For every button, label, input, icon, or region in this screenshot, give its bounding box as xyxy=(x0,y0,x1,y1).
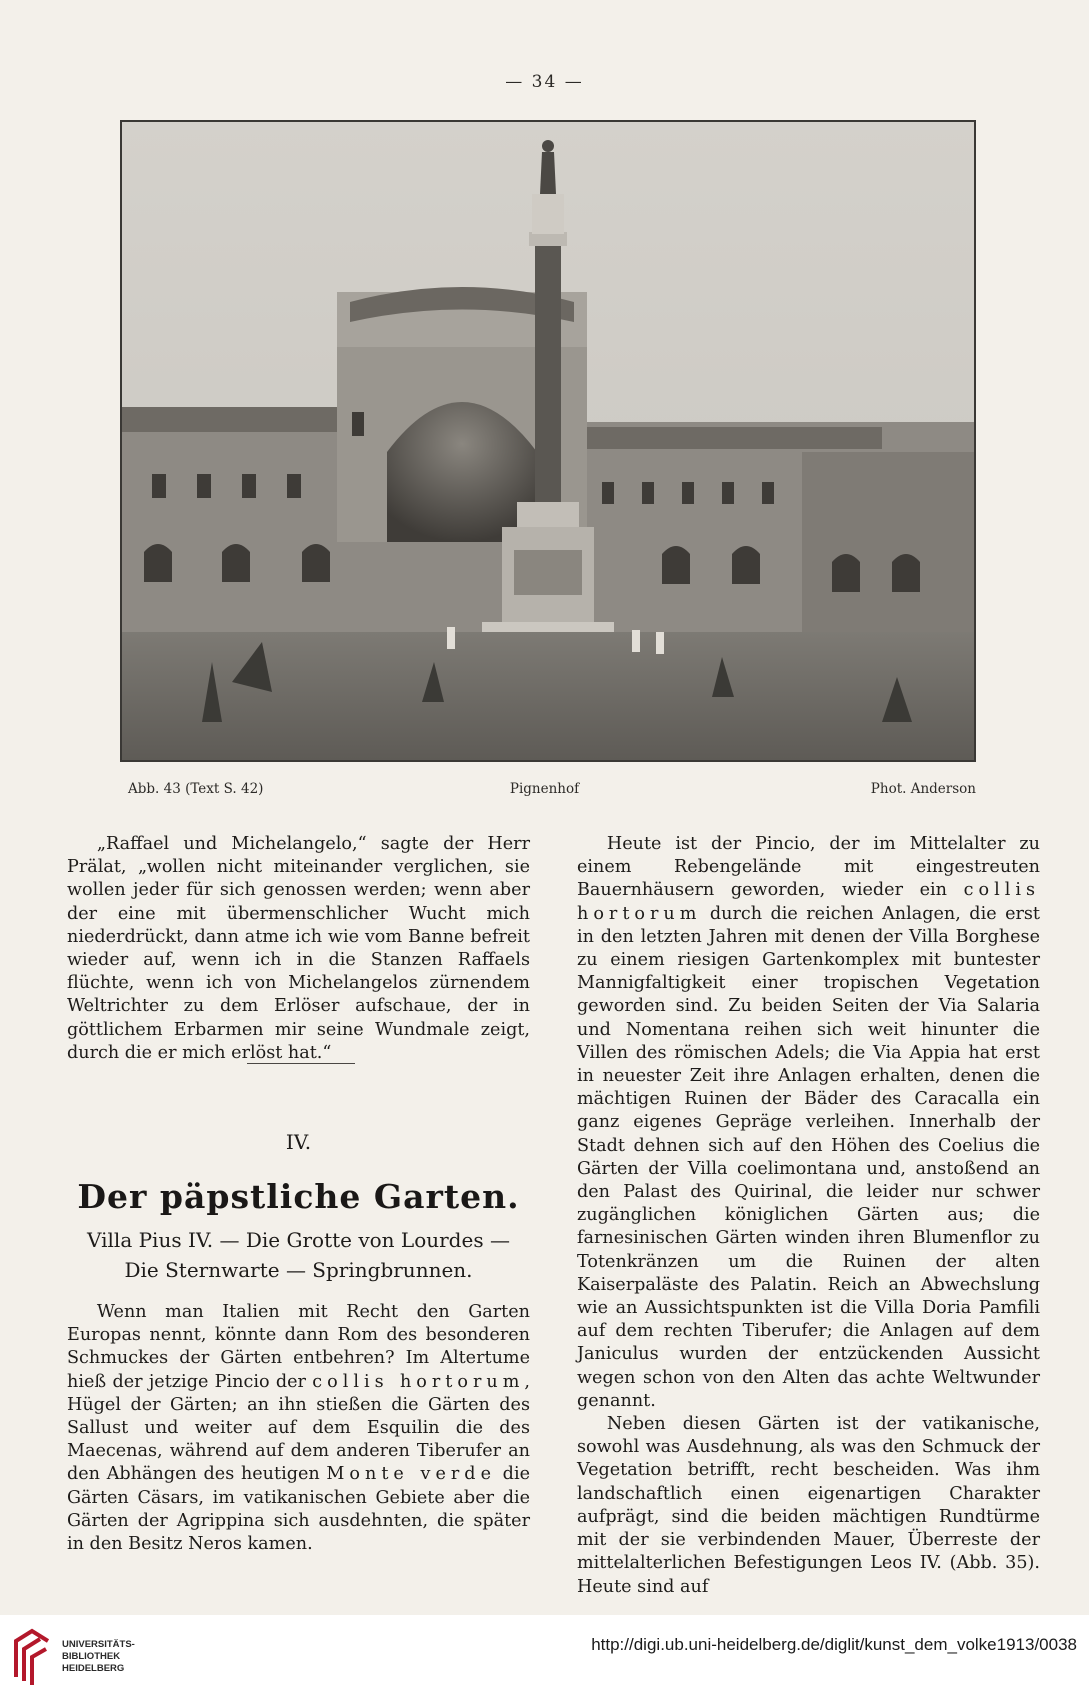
left-column-body xyxy=(67,1301,530,1556)
body-text-segment: die Gärten Cäsars, im vatikanischen Gebiete aber die Gärten der Agrippina sich ausdehnten, die später in den Besitz Neros kamen. xyxy=(67,1464,530,1555)
section-subtitle-line-2: Die Sternwarte — Springbrunnen. xyxy=(124,1258,473,1282)
right-column-body xyxy=(577,833,1040,1599)
courtyard-photograph xyxy=(120,120,976,762)
pigna-courtyard-illustration xyxy=(122,122,974,760)
page-number: — 34 — xyxy=(505,72,584,92)
library-name xyxy=(62,1639,135,1675)
body-paragraph: Neben diesen Gärten ist der vatikanische, sowohl was Ausdehnung, als was den Schmuck der Vegetation betrifft, recht bescheiden. Was ihm landschaftlich einen eigenartigen Charakter aufprägt, sind die beiden mächtigen Rundtürme mit der sie verbindenden Mauer, Überreste der mittelalterlichen Befestigungen Leos IV. (Abb. 35). Heute sind auf xyxy=(577,1414,1040,1597)
library-name-line: HEIDELBERG xyxy=(62,1663,125,1674)
library-name-line: UNIVERSITÄTS- xyxy=(62,1639,135,1650)
figure-caption-number: Abb. 43 (Text S. 42) xyxy=(128,781,264,797)
body-text-segment: durch die reichen Anlagen, die erst in den letzten Jahren mit denen der Villa Borghese zu einem riesigen Gartenkomplex mit buntester Mannigfaltigkeit einer tropischen Vegetation geworden sind. Zu beiden Seiten der Via Salaria und Nomentana reihen sich weit hinunter die Villen des römischen Adels; die Via Appia hat erst in neuester Zeit ihre Anlagen erhalten, denen die mächtigen Ruinen der Bäder des Caracalla ein ganz eigenes Gepräge verleihen. Innerhalb der Stadt dehnen sich auf den Höhen des Coelius die Gärten der Villa coelimontana und, anstoßend an den Palast des Quirinal, die leider nur schwer zugänglichen königlichen Gärten aus; die farnesinischen Gärten winden ihren Blumenflor zu Totenkränzen um die Ruinen der alten Kaiserpaläste des Palatin. Reich an Abwechslung wie an Aussichtspunkten ist die Villa Doria Pamfili auf dem rechten Tiberufer; die Anlagen auf dem Janiculus wurden der entzückenden Aussicht wegen schon von den Alten das achte Weltwunder genannt. xyxy=(577,903,1040,1411)
spaced-latin-term: collis hortorum xyxy=(577,880,1040,924)
university-library-logo-icon xyxy=(12,1627,54,1685)
body-text-segment: , Hügel der Gärten; an ihn stießen die Gärten des Sallust und weiter auf dem Esquilin die des Maecenas, während auf dem anderen Tiberufer an den Abhängen des heutigen xyxy=(67,1371,530,1485)
library-footer xyxy=(0,1615,1089,1699)
quote-paragraph: „Raffael und Michelangelo,“ sagte der Herr Prälat, „wollen nicht miteinander verglichen, sie wollen jeder für sich genossen werden; wenn aber der eine mit übermenschlicher Wucht mich niederdrückt, dann atme ich wie vom Banne befreit wieder auf, wenn ich in die Stanzen Raffaels flüchte, wenn ich von Michelangelos zürnendem Weltrichter zu dem Erlöser aufschaue, der in göttlichem Erbarmen mir seine Wundmale zeigt, durch die er mich erlöst hat.“ xyxy=(67,834,530,1063)
library-name-line: BIBLIOTHEK xyxy=(62,1651,121,1662)
body-paragraph xyxy=(577,833,1040,1413)
body-paragraph xyxy=(67,1301,530,1556)
section-subtitle-line-1: Villa Pius IV. — Die Grotte von Lourdes — xyxy=(87,1228,510,1252)
spaced-latin-term: collis hortorum xyxy=(312,1371,525,1392)
left-column-quote xyxy=(67,833,530,1065)
body-text-segment: Wenn man Italien mit Recht den Garten Europas nennt, könnte dann Rom des besonderen Schmuckes der Gärten entbehren? Im Altertume hieß der jetzige Pincio der xyxy=(67,1302,530,1392)
figure-caption-title: Pignenhof xyxy=(509,781,580,797)
spaced-place-name: Monte verde xyxy=(326,1464,496,1485)
body-text-segment: Heute ist der Pincio, der im Mittelalter zu einem Rebengelände mit eingestreuten Bauernhäusern geworden, wieder ein xyxy=(577,834,1040,901)
section-number: IV. xyxy=(285,1130,312,1154)
section-divider xyxy=(247,1063,355,1064)
section-title: Der päpstliche Garten. xyxy=(77,1177,520,1216)
figure-caption-credit: Phot. Anderson xyxy=(870,781,976,797)
source-url-link[interactable]: http://digi.ub.uni-heidelberg.de/diglit/kunst_dem_volke1913/0038 xyxy=(591,1635,1077,1654)
